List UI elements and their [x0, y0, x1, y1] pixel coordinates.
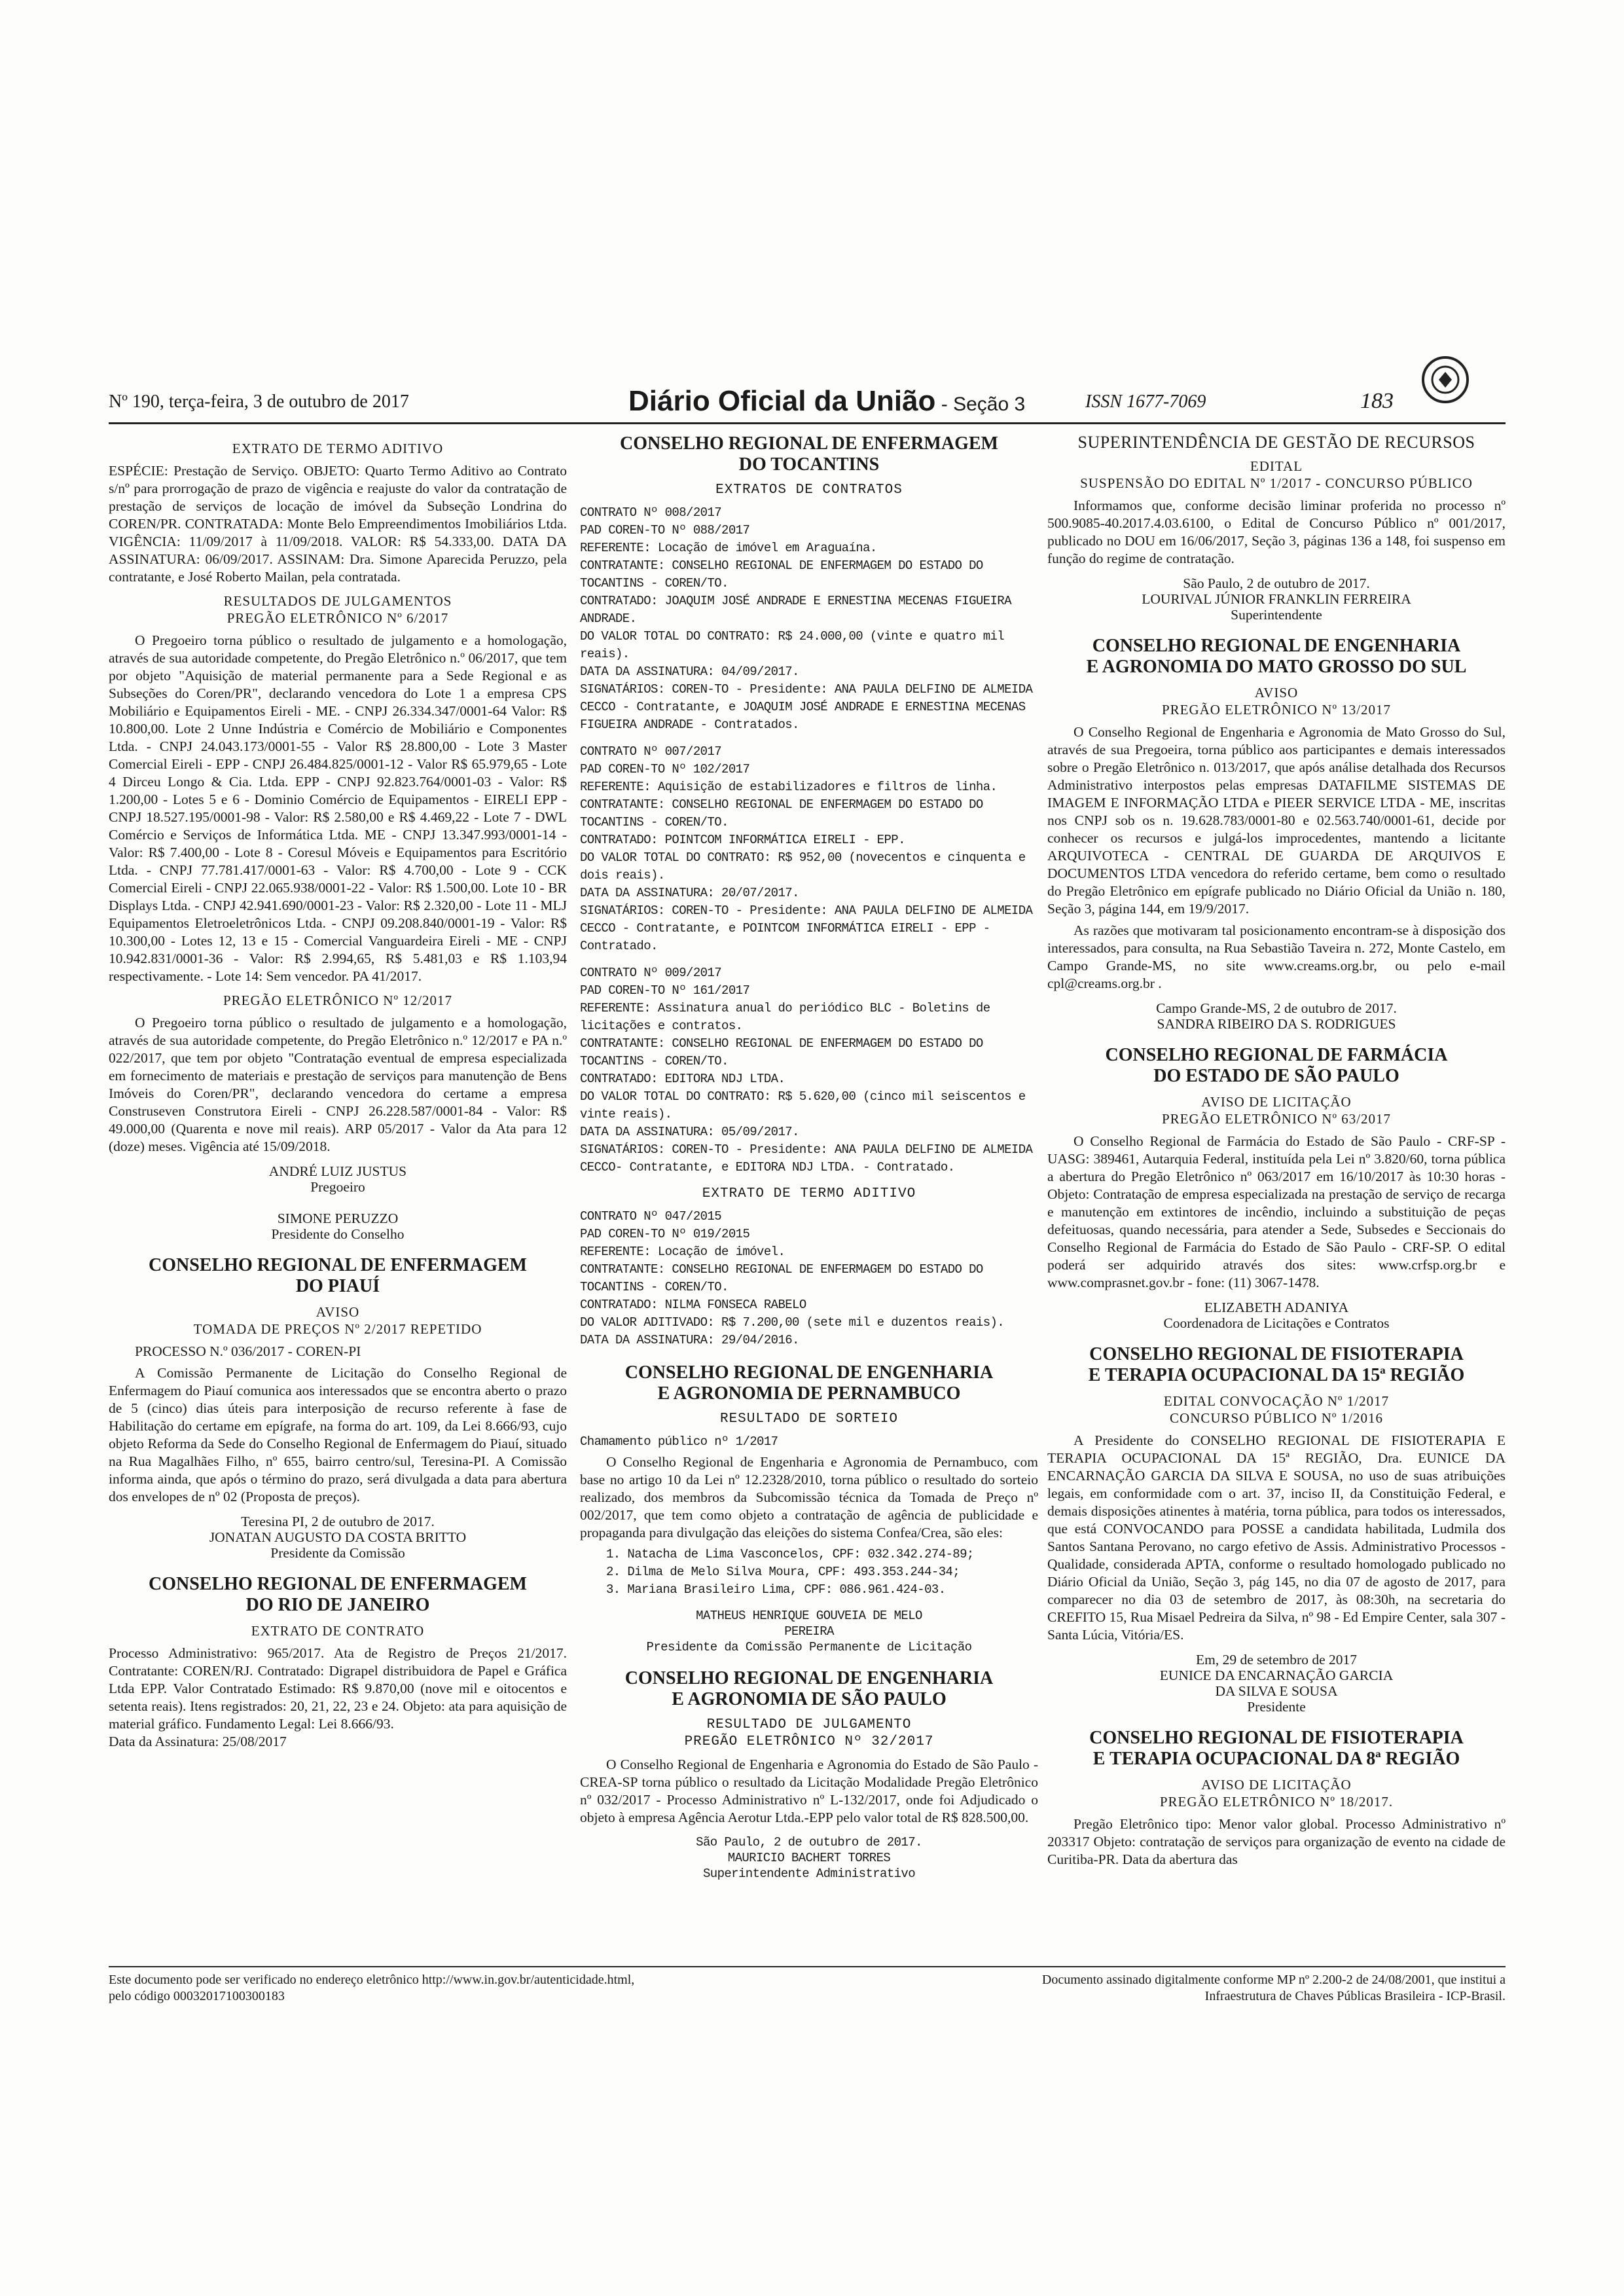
section-title: AVISO DE LICITAÇÃO PREGÃO ELETRÔNICO Nº 18/2017. [1159, 1777, 1394, 1810]
org-heading: CONSELHO REGIONAL DE ENGENHARIA E AGRONOMIA DE SÃO PAULO [624, 1668, 994, 1709]
org-heading: CONSELHO REGIONAL DE FISIOTERAPIA E TERAPIA OCUPACIONAL DA 8ª REGIÃO [1089, 1728, 1464, 1769]
paragraph: Pregão Eletrônico tipo: Menor valor global. Processo Administrativo nº 203317 Objeto: contratação de serviços para organização de evento na cidade de Curitiba-PR. Data da abertura das [1047, 1816, 1506, 1867]
contract-block: CONTRATO Nº 047/2015 PAD COREN-TO Nº 019/2015 REFERENTE: Locação de imóvel. CONTRATANTE: CONSELHO REGIONAL DE ENFERMAGEM DO ESTADO DO TOCANTINS - COREN/TO. CONTRATADO: NILMA FONSECA RABELO DO VALOR ADITIVADO: R$ 7.200,00 (sete mil e duzentos reais). DATA DA ASSINATURA: 29/04/2016. [580, 1209, 1005, 1347]
page-number: 183 [1360, 389, 1394, 413]
org-heading: CONSELHO REGIONAL DE FARMÁCIA DO ESTADO DE SÃO PAULO [1105, 1045, 1448, 1086]
org-heading: SUPERINTENDÊNCIA DE GESTÃO DE RECURSOS [1077, 433, 1475, 452]
signature: ELIZABETH ADANIYA Coordenadora de Licitações e Contratos [1163, 1300, 1390, 1331]
signature: São Paulo, 2 de outubro de 2017. MAURICIO BACHERT TORRES Superintendente Administrativo [696, 1835, 922, 1881]
signature-note: Documento assinado digitalmente conforme MP nº 2.200-2 de 24/08/2001, que institui a Infraestrutura de Chaves Públicas Brasileira - ICP-Brasil. [1041, 1973, 1506, 2003]
section-title: RESULTADO DE JULGAMENTO PREGÃO ELETRÔNICO Nº 32/2017 [684, 1717, 934, 1749]
section-title: EXTRATOS DE CONTRATOS [715, 483, 903, 498]
section-title: AVISO DE LICITAÇÃO PREGÃO ELETRÔNICO Nº 63/2017 [1161, 1094, 1392, 1127]
signature: MATHEUS HENRIQUE GOUVEIA DE MELO PEREIRA Presidente da Comissão Permanente de Licitação [646, 1609, 972, 1654]
section-title: EXTRATO DE TERMO ADITIVO [702, 1186, 916, 1201]
paragraph: A Comissão Permanente de Licitação do Conselho Regional de Enfermagem do Piauí comunica aos interessados que se encontra aberto o prazo de 5 (cinco) dias úteis para interposição de recurso referente à fase de Habilitação do certame em epígrafe, na forma do art. 109, da Lei 8.666/93, cujo objeto Reforma da Sede do Conselho Regional de Enfermagem do Piauí, situado na Rua Magalhães Filho, nº 655, bairro centro/sul, Teresina-PI. A Comissão informa ainda, que após o término do prazo, será divulgada a data para abertura dos envelopes de nº 02 (Proposta de preços). [109, 1365, 567, 1504]
paragraph: O Conselho Regional de Engenharia e Agronomia de Pernambuco, com base no artigo 10 da Lei nº 12.2328/2010, torna público o resultado do sorteio realizado, dos membros da Subcomissão técnica da Tomada de Preço nº 002/2017, que tem como objeto a contratação de agência de publicidade e propaganda para divulgação das eleições do sistema Confea/Crea, são eles: [580, 1454, 1038, 1540]
paragraph: As razões que motivaram tal posicionamento encontram-se à disposição dos interessados, para consulta, na Rua Sebastião Taveira n. 272, Monte Castelo, em Campo Grande-MS, no site www.creams.org.br, ou pelo e-mail cpl@creams.org.br . [1047, 922, 1506, 991]
section-title: AVISO TOMADA DE PREÇOS Nº 2/2017 REPETIDO [193, 1304, 482, 1337]
footer-rule [109, 1966, 1506, 1967]
paragraph: A Presidente do CONSELHO REGIONAL DE FISIOTERAPIA E TERAPIA OCUPACIONAL DA 15ª REGIÃO, Dra. EUNICE DA ENCARNAÇÃO GARCIA DA SILVA E SOUSA, no uso de suas atribuições legais, em conformidade com o art. 37, inciso II, da Constituição Federal, e demais disposições atinentes à matéria, torna pública, para todos os interessados, que está CONVOCANDO para POSSE a candidata habilitada, Ludmila dos Santos Santana Perovano, no cargo efetivo de Assis. Administrativo Processos - Qualidade, considerada APTA, conforme o resultado homologado publicado no Diário Oficial da União, Seção 3, pág 145, no dia 07 de agosto de 2017, para comparecer no dia 03 de setembro de 2017, às 08:30h, na secretaria do CREFITO 15, Rua Misael Pedreira da Silva, nº 98 - Ed Empire Center, sala 307 - Santa Lúcia, Vitória/ES. [1047, 1432, 1506, 1643]
newspaper-title [628, 385, 1025, 418]
process-number: PROCESSO N.º 036/2017 - COREN-PI [135, 1343, 361, 1359]
signature: Campo Grande-MS, 2 de outubro de 2017. SANDRA RIBEIRO DA S. RODRIGUES [1156, 1000, 1397, 1032]
lead-line: Chamamento público nº 1/2017 [580, 1434, 778, 1449]
signature: Em, 29 de setembro de 2017 EUNICE DA ENCARNAÇÃO GARCIA DA SILVA E SOUSA Presidente [1159, 1652, 1394, 1715]
member-list: 1. Natacha de Lima Vasconcelos, CPF: 032.342.274-89; 2. Dilma de Melo Silva Moura, CPF: 493.353.244-34; 3. Mariana Brasileiro Lima, CPF: 086.961.424-03. [606, 1547, 974, 1597]
section-title: AVISO PREGÃO ELETRÔNICO Nº 13/2017 [1161, 685, 1392, 718]
org-heading: CONSELHO REGIONAL DE ENFERMAGEM DO TOCANTINS [620, 433, 998, 475]
section-title: RESULTADOS DE JULGAMENTOS PREGÃO ELETRÔNICO Nº 6/2017 [223, 593, 452, 626]
column-2 [580, 433, 1038, 1891]
verification-note: Este documento pode ser verificado no endereço eletrônico http://www.in.gov.br/autenticidade.html, pelo código 00032017100300183 [109, 1973, 635, 2003]
section-title: RESULTADO DE SORTEIO [719, 1412, 899, 1427]
paragraph: O Conselho Regional de Engenharia e Agronomia de Mato Grosso do Sul, através de sua Pregoeira, torna público aos participantes e demais interessados sobre o Pregão Eletrônico n. 013/2017, que após análise detalhada dos Recursos Administrativo interpostos pelas empresas DATAFILME SISTEMAS DE IMAGEM E INFORMAÇÃO LTDA e PIEER SERVICE LTDA - ME, inscritas nos CNPJ sob os n. 19.628.783/0001-80 e 02.563.740/0001-61, decide por conhecer os recursos e julgá-los improcedentes, mantendo a licitante ARQUIVOTECA - CENTRAL DE GUARDA DE ARQUIVOS E DOCUMENTOS LTDA vencedora do referido certame, bem como o resultado do Pregão Eletrônico em epígrafe publicado no Diário Oficial da União n. 180, Seção 3, página 144, em 19/9/2017. [1047, 724, 1506, 917]
paragraph: O Conselho Regional de Engenharia e Agronomia do Estado de São Paulo - CREA-SP torna público o resultado da Licitação Modalidade Pregão Eletrônico nº 032/2017 - Processo Administrativo nº L-132/2017, onde foi Adjudicado o objeto à empresa Agência Aerotur Ltda.-EPP pelo valor total de R$ 828.500,00. [580, 1757, 1038, 1825]
title-text: Diário Oficial da União [628, 385, 936, 417]
column-3 [1047, 433, 1506, 1872]
issue-date: Nº 190, terça-feira, 3 de outubro de 2017 [109, 392, 409, 412]
section-title: EXTRATO DE CONTRATO [251, 1623, 425, 1639]
imprensa-nacional-seal-icon [1419, 354, 1471, 406]
section-title: EDITAL SUSPENSÃO DO EDITAL Nº 1/2017 - CONCURSO PÚBLICO [1080, 458, 1473, 491]
section-title: EDITAL CONVOCAÇÃO Nº 1/2017 CONCURSO PÚBLICO Nº 1/2016 [1163, 1393, 1390, 1426]
org-heading: CONSELHO REGIONAL DE ENFERMAGEM DO RIO DE JANEIRO [149, 1574, 527, 1615]
contract-block: CONTRATO Nº 008/2017 PAD COREN-TO Nº 088/2017 REFERENTE: Locação de imóvel em Araguaína. CONTRATANTE: CONSELHO REGIONAL DE ENFERMAGEM DO ESTADO DO TOCANTINS - COREN/TO. CONTRATADO: JOAQUIM JOSÉ ANDRADE E ERNESTINA MECENAS FIGUEIRA ANDRADE. DO VALOR TOTAL DO CONTRATO: R$ 24.000,00 (vinte e quatro mil reais). DATA DA ASSINATURA: 04/09/2017. SIGNATÁRIOS: COREN-TO - Presidente: ANA PAULA DELFINO DE ALMEIDA CECCO - Contratante, e JOAQUIM JOSÉ ANDRADE E ERNESTINA MECENAS FIGUEIRA ANDRADE - Contratados. [580, 505, 1033, 732]
section-label: - Seção 3 [935, 393, 1026, 415]
paragraph: O Conselho Regional de Farmácia do Estado de São Paulo - CRF-SP - UASG: 389461, Autarquia Federal, instituída pela Lei nº 3.820/60, torna pública a abertura do Pregão Eletrônico nº 063/2017 em 16/10/2017 às 10:30 horas - Objeto: Contratação de empresa especializada na prestação de serviço de recarga e manutenção em extintores de incêndio, incluindo a substituição de peças defeituosas, quando necessária, para atender a Sede, Subsedes e Seccionais do Conselho Regional de Farmácia do Estado de São Paulo - CRF-SP. O edital poderá ser adquirido através dos sites: www.crfsp.org.br e www.comprasnet.gov.br - fone: (11) 3067-1478. [1047, 1133, 1506, 1290]
org-heading: CONSELHO REGIONAL DE ENGENHARIA E AGRONOMIA DE PERNAMBUCO [624, 1362, 994, 1404]
section-title: EXTRATO DE TERMO ADITIVO [232, 441, 444, 456]
header-rule [109, 422, 1506, 424]
paragraph: Processo Administrativo: 965/2017. Ata de Registro de Preços 21/2017. Contratante: COREN/RJ. Contratado: Digrapel distribuidora de Papel e Gráfica Ltda EPP. Valor Contratado Estimado: R$ 9.870,00 (nove mil e oitocentos e setenta reais). Itens registrados: 20, 21, 22, 23 e 24. Objeto: ata para aquisição de material gráfico. Fundamento Legal: Lei 8.666/93. Data da Assinatura: 25/08/2017 [109, 1645, 567, 1749]
org-heading: CONSELHO REGIONAL DE ENFERMAGEM DO PIAUÍ [149, 1255, 527, 1296]
signature: Teresina PI, 2 de outubro de 2017. JONATAN AUGUSTO DA COSTA BRITTO Presidente da Comissão [209, 1514, 467, 1561]
contract-block: CONTRATO Nº 009/2017 PAD COREN-TO Nº 161/2017 REFERENTE: Assinatura anual do periódico BLC - Boletins de licitações e contratos. CONTRATANTE: CONSELHO REGIONAL DE ENFERMAGEM DO ESTADO DO TOCANTINS - COREN/TO. CONTRATADO: EDITORA NDJ LTDA. DO VALOR TOTAL DO CONTRATO: R$ 5.620,00 (cinco mil seiscentos e vinte reais). DATA DA ASSINATURA: 05/09/2017. SIGNATÁRIOS: COREN-TO - Presidente: ANA PAULA DELFINO DE ALMEIDA CECCO- Contratante, e EDITORA NDJ LTDA. - Contratado. [580, 966, 1033, 1175]
signature: ANDRÉ LUIZ JUSTUS Pregoeiro SIMONE PERUZZO Presidente do Conselho [268, 1163, 407, 1242]
paragraph: Informamos que, conforme decisão liminar proferida no processo nº 500.9085-40.2017.4.03.6100, o Edital de Concurso Público nº 001/2017, publicado no DOU em 16/06/2017, Seção 3, páginas 136 a 148, foi suspenso em função do regime de contratação. [1047, 498, 1506, 566]
paragraph: O Pregoeiro torna público o resultado de julgamento e a homologação, através de sua autoridade competente, do Pregão Eletrônico n.º 12/2017 e PA n.º 022/2017, que tem por objeto "Contratação eventual de empresa especializada em fornecimento de materiais e prestação de serviços para manutenção de Bens Imóveis do Coren/PR", declarando vencedora do certame a empresa Construseven Construtora Eireli - CNPJ 26.228.587/0001-84 - Valor: R$ 49.000,00 (Quarenta e nove mil reais). ARP 05/2017 - Valor da Ata para 12 (doze) meses. Vigência até 15/09/2018. [109, 1015, 567, 1154]
contract-block: CONTRATO Nº 007/2017 PAD COREN-TO Nº 102/2017 REFERENTE: Aquisição de estabilizadores e filtros de linha. CONTRATANTE: CONSELHO REGIONAL DE ENFERMAGEM DO ESTADO DO TOCANTINS - COREN/TO. CONTRATADO: POINTCOM INFORMÁTICA EIRELI - EPP. DO VALOR TOTAL DO CONTRATO: R$ 952,00 (novecentos e cinquenta e dois reais). DATA DA ASSINATURA: 20/07/2017. SIGNATÁRIOS: COREN-TO - Presidente: ANA PAULA DELFINO DE ALMEIDA CECCO - Contratante, e POINTCOM INFORMÁTICA EIRELI - EPP - Contratado. [580, 744, 1033, 953]
issn: ISSN 1677-7069 [1085, 392, 1206, 412]
column-1 [109, 433, 567, 1755]
paragraph: O Pregoeiro torna público o resultado de julgamento e a homologação, através de sua autoridade competente, do Pregão Eletrônico n.º 06/2017, que tem por objeto "Aquisição de material permanente para a Sede Regional e as Subseções do Coren/PR", declarando vencedora do Lote 1 a empresa CPS Mobiliário e Equipamentos Eireli - ME. - CNPJ 26.334.347/0001-64 Valor: R$ 10.800,00. Lote 2 Unne Indústria e Comércio de Mobiliário e Componentes Ltda. - CNPJ 24.043.173/0001-55 - Valor R$ 28.800,00 - Lote 3 Master Comercial Eireli - EPP - CNPJ 26.484.825/0001-12 - Valor R$ 65.979,65 - Lote 4 Dirceu Longo & Cia. Ltda. EPP - CNPJ 92.823.764/0001-03 - Valor: R$ 1.200,00 - Lotes 5 e 6 - Dominio Comércio de Equipamentos - EIRELI EPP - CNPJ 18.527.195/0001-98 - Valor: R$ 2.580,00 e R$ 4.469,22 - Lote 7 - DWL Comércio e Serviços de Informática Ltda. ME - CNPJ 13.347.993/0001-14 - Valor: R$ 7.400,00 - Lote 8 - Coresul Móveis e Equipamentos para Escritório Ltda. - CNPJ 77.781.417/0001-63 - Valor: R$ 4.700,00 - Lote 9 - CCK Comercial Eireli - CNPJ 22.065.938/0001-22 - Valor: R$ 1.500,00. Lote 10 - BR Displays Ltda. - CNPJ 42.941.690/0001-23 - Valor: R$ 2.320,00 - Lote 11 - MLJ Equipamentos Eletroeletrônicos Ltda. - CNPJ 09.208.840/0001-19 - Valor: R$ 10.300,00 - Lotes 12, 13 e 15 - Comercial Vanguardeira Eireli - ME - CNPJ 10.942.831/0001-36 - Valor: R$ 2.994,65, R$ 5.481,03 e R$ 1.103,94 respectivamente. - Lote 14: Sem vencedor. PA 41/2017. [109, 632, 567, 984]
signature: São Paulo, 2 de outubro de 2017. LOURIVAL JÚNIOR FRANKLIN FERREIRA Superintendente [1142, 575, 1411, 623]
org-heading: CONSELHO REGIONAL DE FISIOTERAPIA E TERAPIA OCUPACIONAL DA 15ª REGIÃO [1088, 1344, 1465, 1385]
org-heading: CONSELHO REGIONAL DE ENGENHARIA E AGRONOMIA DO MATO GROSSO DO SUL [1086, 636, 1467, 677]
paragraph: ESPÉCIE: Prestação de Serviço. OBJETO: Quarto Termo Aditivo ao Contrato s/nº para prorrogação de prazo de vigência e reajuste do valor da contratação de prestação de serviços de locação de imóvel da Subseção Londrina do COREN/PR. CONTRATADA: Monte Belo Empreendimentos Imobiliários Ltda. VIGÊNCIA: 11/09/2017 à 11/09/2018. VALOR: R$ 54.333,00. DATA DA ASSINATURA: 06/09/2017. ASSINAM: Dra. Simone Aparecida Peruzzo, pela contratante, e José Roberto Mailan, pela contratada. [109, 463, 567, 585]
section-title: PREGÃO ELETRÔNICO Nº 12/2017 [223, 993, 453, 1008]
